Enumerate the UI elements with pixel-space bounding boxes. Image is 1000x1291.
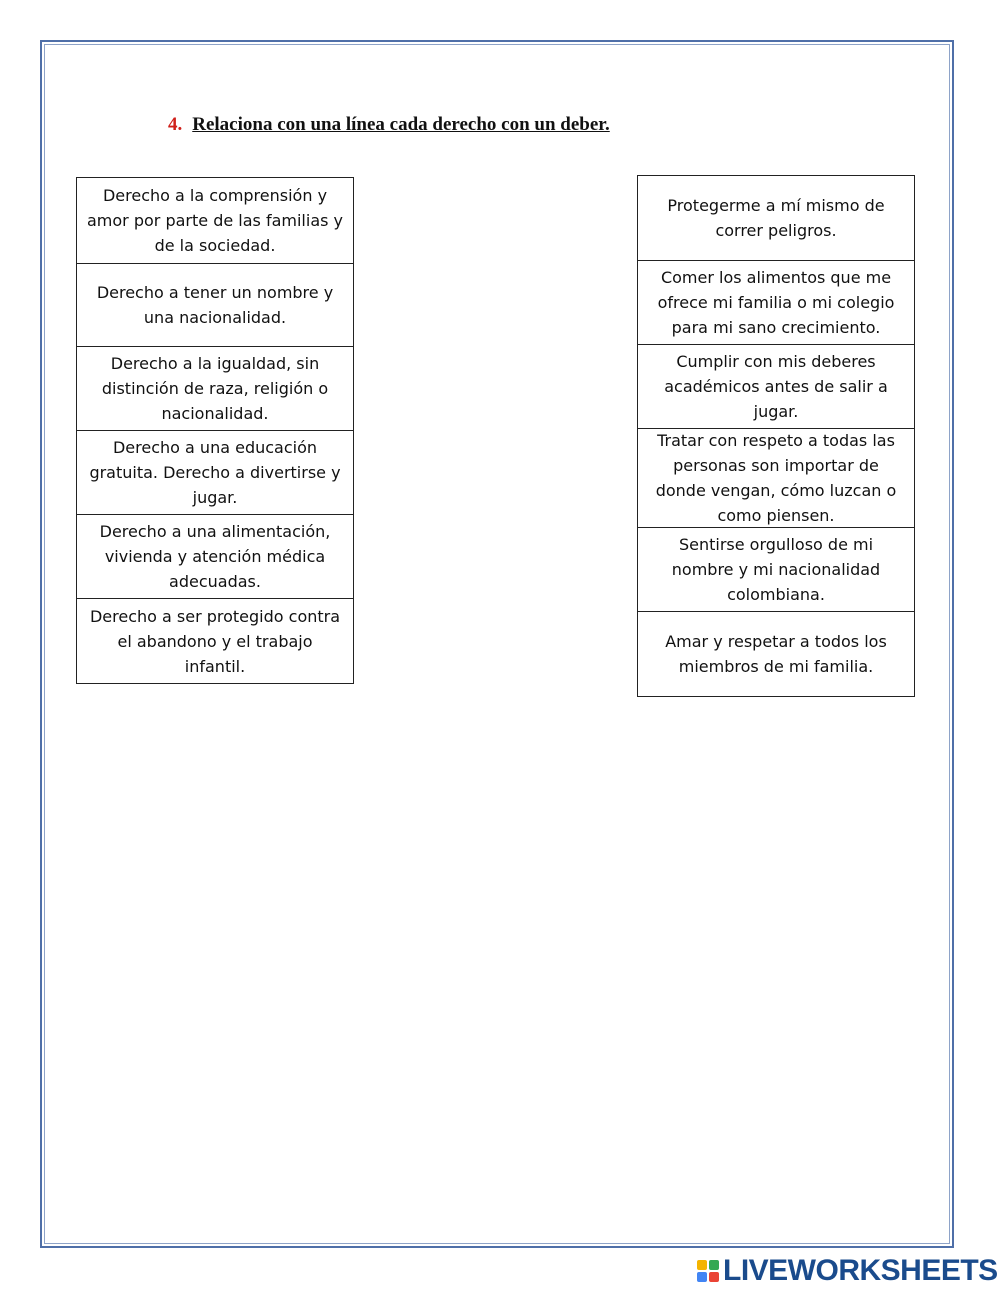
- duty-item-1[interactable]: Protegerme a mí mismo de correr peligros.: [638, 176, 914, 261]
- instruction-text: Relaciona con una línea cada derecho con un deber.: [192, 114, 610, 135]
- duty-item-3[interactable]: Cumplir con mis deberes académicos antes de salir a jugar.: [638, 345, 914, 429]
- right-item-3[interactable]: Derecho a la igualdad, sin distinción de raza, religión o nacionalidad.: [77, 347, 353, 431]
- logo-tile-3: [697, 1272, 707, 1282]
- right-item-6[interactable]: Derecho a ser protegido contra el abandono y el trabajo infantil.: [89, 606, 341, 676]
- duty-item-6[interactable]: Amar y respetar a todos los miembros de mi familia.: [665, 632, 887, 676]
- logo-text: LIVEWORKSHEETS: [723, 1254, 998, 1287]
- logo-tile-4: [709, 1272, 719, 1282]
- rights-column: [76, 177, 354, 684]
- duty-item-5[interactable]: Sentirse orgulloso de mi nombre y mi nacionalidad colombiana.: [638, 528, 914, 612]
- duty-item-4[interactable]: Tratar con respeto a todas las personas son importar de donde vengan, cómo luzcan o como piensen.: [638, 429, 914, 528]
- right-item-2[interactable]: Derecho a tener un nombre y una nacionalidad.: [77, 264, 353, 347]
- right-item-1[interactable]: Derecho a la comprensión y amor por parte de las familias y de la sociedad.: [77, 178, 353, 264]
- instruction-number: 4.: [168, 114, 183, 135]
- duty-item-2[interactable]: Comer los alimentos que me ofrece mi familia o mi colegio para mi sano crecimiento.: [638, 261, 914, 345]
- logo-tile-1: [697, 1260, 707, 1270]
- liveworksheets-logo: [697, 1256, 998, 1286]
- logo-tile-2: [709, 1260, 719, 1270]
- right-item-5[interactable]: Derecho a una alimentación, vivienda y atención médica adecuadas.: [77, 515, 353, 599]
- right-item-4[interactable]: Derecho a una educación gratuita. Derecho a divertirse y jugar.: [77, 431, 353, 515]
- instruction: [168, 114, 610, 136]
- liveworksheets-logo-icon: [697, 1260, 719, 1282]
- duties-column: [637, 175, 915, 697]
